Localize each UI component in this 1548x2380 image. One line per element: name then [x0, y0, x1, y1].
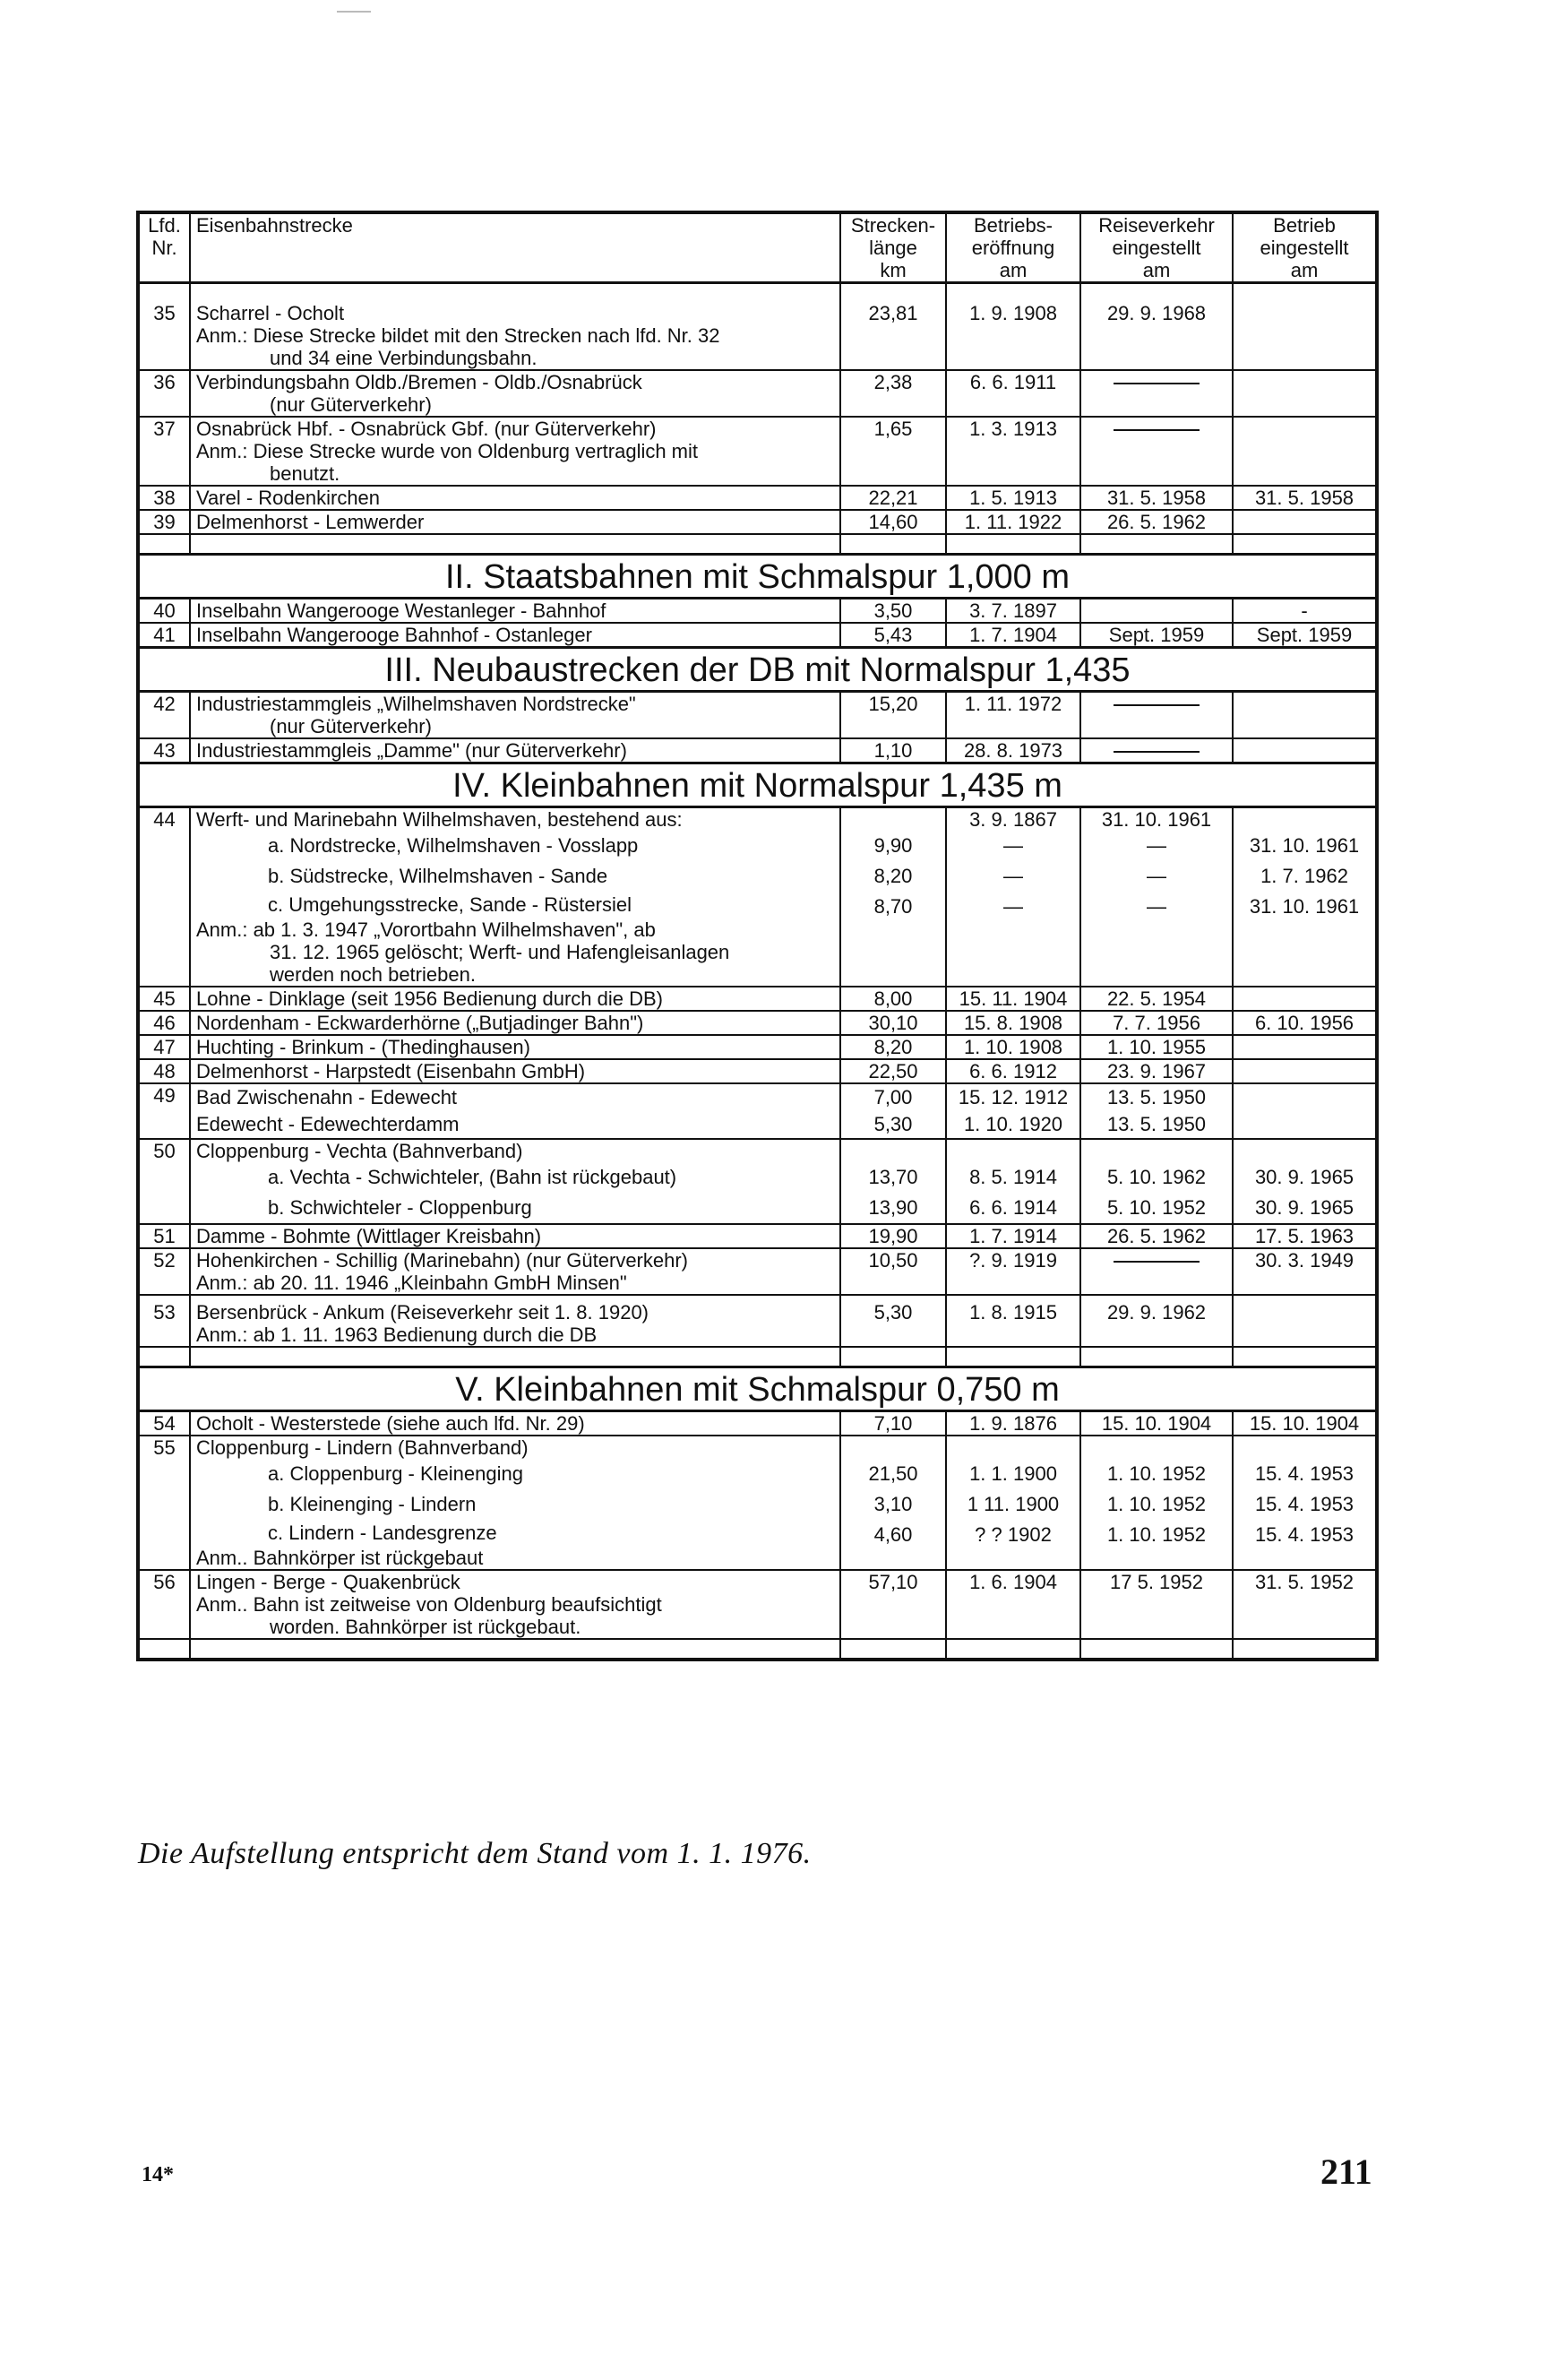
table-row: 46 Nordenham - Eckwarderhörne („Butjadinger Bahn") 30,10 15. 8. 1908 7. 7. 1956 6. 10. 1956	[138, 1011, 1377, 1035]
table-row: 41 Inselbahn Wangerooge Bahnhof - Ostanleger 5,43 1. 7. 1904 Sept. 1959 Sept. 1959	[138, 623, 1377, 648]
dash-line	[1114, 751, 1200, 753]
table-row: 47 Huchting - Brinkum - (Thedinghausen) 8,20 1. 10. 1908 1. 10. 1955	[138, 1035, 1377, 1059]
table-row: 48 Delmenhorst - Harpstedt (Eisenbahn GmbH) 22,50 6. 6. 1912 23. 9. 1967	[138, 1059, 1377, 1083]
table-row: 42 Industriestammgleis „Wilhelmshaven Nordstrecke" (nur Güterverkehr) 15,20 1. 11. 1972	[138, 692, 1377, 739]
table-row: 43 Industriestammgleis „Damme" (nur Güterverkehr) 1,10 28. 8. 1973	[138, 738, 1377, 763]
dash-line	[1114, 1261, 1200, 1263]
dash-line	[1114, 383, 1200, 384]
section-heading: II. Staatsbahnen mit Schmalspur 1,000 m	[138, 555, 1377, 599]
table-row: 53 Bersenbrück - Ankum (Reiseverkehr seit 1. 8. 1920) Anm.: ab 1. 11. 1963 Bedienung durch die DB 5,30 1. 8. 1915 29. 9. 1962	[138, 1295, 1377, 1347]
table-row: 45 Lohne - Dinklage (seit 1956 Bedienung durch die DB) 8,00 15. 11. 1904 22. 5. 1954	[138, 987, 1377, 1011]
table-row: 35 Scharrel - Ocholt Anm.: Diese Strecke bildet mit den Strecken nach lfd. Nr. 32 und 34 eine Verbindungsbahn. 23,81 1. 9. 1908 29. 9. 1968	[138, 302, 1377, 370]
table-header	[138, 212, 1377, 283]
header-passenger: Reiseverkehr eingestellt am	[1080, 212, 1233, 283]
spacer-row	[138, 534, 1377, 555]
spacer-row	[138, 1639, 1377, 1660]
table-row: 40 Inselbahn Wangerooge Westanleger - Bahnhof 3,50 3. 7. 1897 -	[138, 599, 1377, 624]
section-heading: IV. Kleinbahnen mit Normalspur 1,435 m	[138, 763, 1377, 807]
dash-line	[1114, 429, 1200, 431]
table-row: 38 Varel - Rodenkirchen 22,21 1. 5. 1913 31. 5. 1958 31. 5. 1958	[138, 486, 1377, 510]
table-row: 49 Bad Zwischenahn - Edewecht Edewecht - Edewechterdamm 7,00 5,30 15. 12. 1912 1. 10. 1920 13. 5. 1950 13. 5. 1950	[138, 1083, 1377, 1139]
header-closed: Betrieb eingestellt am	[1233, 212, 1377, 283]
route-cell: Varel - Rodenkirchen	[190, 486, 840, 510]
spacer-row	[138, 1347, 1377, 1367]
signature-mark: 14*	[142, 2163, 174, 2186]
table-row: 50 Cloppenburg - Vechta (Bahnverband) a. Vechta - Schwichteler, (Bahn ist rückgebaut) b. Schwichteler - Cloppenburg 13,70 13,90 8. 5. 1914 6. 6. 1914 5. 10. 1962 5. 10. 1952 30. 9. 1965 30. 9. 1965	[138, 1139, 1377, 1224]
route-cell: Osnabrück Hbf. - Osnabrück Gbf. (nur Güterverkehr) Anm.: Diese Strecke wurde von Oldenburg vertraglich mit benutzt.	[190, 417, 840, 486]
section-heading: V. Kleinbahnen mit Schmalspur 0,750 m	[138, 1367, 1377, 1411]
header-opening: Betriebs- eröffnung am	[946, 212, 1080, 283]
route-cell: Delmenhorst - Lemwerder	[190, 510, 840, 534]
header-length: Strecken- länge km	[840, 212, 946, 283]
footnote: Die Aufstellung entspricht dem Stand vom 1. 1. 1976.	[138, 1837, 812, 1870]
table-row: 37 Osnabrück Hbf. - Osnabrück Gbf. (nur Güterverkehr) Anm.: Diese Strecke wurde von Oldenburg vertraglich mit benutzt. 1,65 1. 3. 1913	[138, 417, 1377, 486]
header-title: Eisenbahnstrecke	[190, 212, 840, 283]
table-row: 36 Verbindungsbahn Oldb./Bremen - Oldb./Osnabrück (nur Güterverkehr) 2,38 6. 6. 1911	[138, 370, 1377, 417]
route-cell: Verbindungsbahn Oldb./Bremen - Oldb./Osnabrück (nur Güterverkehr)	[190, 370, 840, 417]
table-row: 39 Delmenhorst - Lemwerder 14,60 1. 11. 1922 26. 5. 1962	[138, 510, 1377, 534]
dash-line	[1114, 704, 1200, 706]
section-heading: III. Neubaustrecken der DB mit Normalspur 1,435	[138, 648, 1377, 692]
table-row: 56 Lingen - Berge - Quakenbrück Anm.. Bahn ist zeitweise von Oldenburg beaufsichtigt worden. Bahnkörper ist rückgebaut. 57,10 1. 6. 1904 17 5. 1952 31. 5. 1952	[138, 1570, 1377, 1639]
table-row: 44 Werft- und Marinebahn Wilhelmshaven, bestehend aus: a. Nordstrecke, Wilhelmshaven - Vosslapp b. Südstrecke, Wilhelmshaven - Sande c. Umgehungsstrecke, Sande - Rüstersiel Anm.: ab 1. 3. 1947 „Vorortbahn Wilhelmshaven", ab 31. 12. 1965 gelöscht; Werft- und Hafengleisanlagen werden noch betrieben. 9,90 8,20 8,70 3. 9. 1867 — — — 31. 10. 1961 — — — 31. 10. 1961 1. 7. 1962 31. 10. 1961	[138, 807, 1377, 987]
table-row: 51 Damme - Bohmte (Wittlager Kreisbahn) 19,90 1. 7. 1914 26. 5. 1962 17. 5. 1963	[138, 1224, 1377, 1248]
header-nr: Lfd. Nr.	[138, 212, 190, 283]
railway-table	[136, 211, 1379, 1661]
route-cell: Scharrel - Ocholt Anm.: Diese Strecke bildet mit den Strecken nach lfd. Nr. 32 und 34 eine Verbindungsbahn.	[190, 302, 840, 370]
table-row: 55 Cloppenburg - Lindern (Bahnverband) a. Cloppenburg - Kleinenging b. Kleinenging - Lindern c. Lindern - Landesgrenze Anm.. Bahnkörper ist rückgebaut 21,50 3,10 4,60 1. 1. 1900 1 11. 1900 ? ? 1902 1. 10. 1952 1. 10. 1952 1. 10. 1952 15. 4. 1953 15. 4. 1953 15. 4. 1953	[138, 1436, 1377, 1570]
page-number: 211	[1320, 2151, 1372, 2192]
table-row: 52 Hohenkirchen - Schillig (Marinebahn) (nur Güterverkehr) Anm.: ab 20. 11. 1946 „Kleinbahn GmbH Minsen" 10,50 ?. 9. 1919 30. 3. 1949	[138, 1248, 1377, 1295]
table-row: 54 Ocholt - Westerstede (siehe auch lfd. Nr. 29) 7,10 1. 9. 1876 15. 10. 1904 15. 10. 1904	[138, 1411, 1377, 1436]
scan-mark	[337, 11, 371, 13]
spacer-row	[138, 283, 1377, 303]
